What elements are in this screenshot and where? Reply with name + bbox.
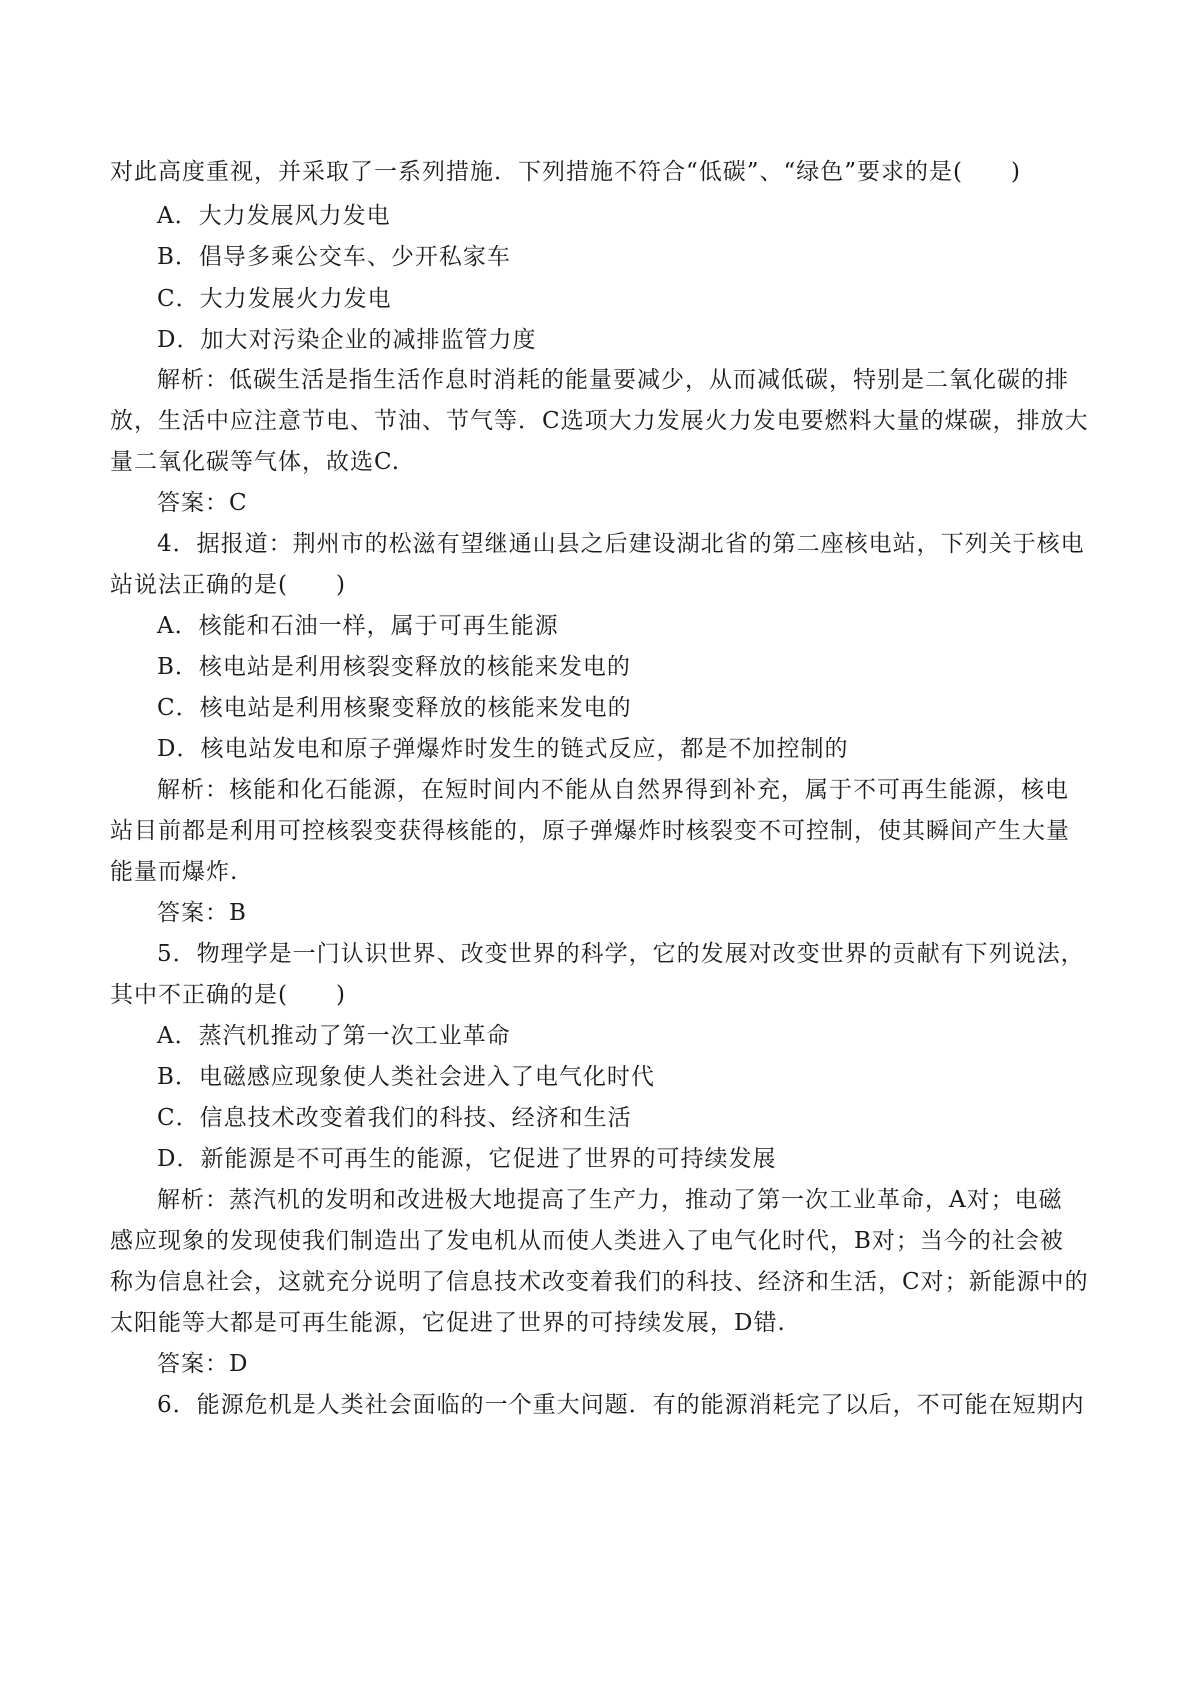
q5-option-c: C．信息技术改变着我们的科技、经济和生活 (157, 1105, 632, 1131)
q4-option-c: C．核电站是利用核聚变释放的核能来发电的 (157, 695, 632, 721)
q4-analysis-line: 站目前都是利用可控核裂变获得核能的，原子弹爆炸时核裂变不可控制，使其瞬间产生大量 (110, 818, 1070, 844)
q3-stem: 对此高度重视，并采取了一系列措施．下列措施不符合“低碳”、“绿色”要求的是( ) (110, 159, 1021, 185)
q3-analysis-line: 放，生活中应注意节电、节油、节气等．C选项大力发展火力发电要燃料大量的煤碳，排放大 (110, 408, 1089, 434)
q5-stem: 5．物理学是一门认识世界、改变世界的科学，它的发展对改变世界的贡献有下列说法， (157, 941, 1085, 967)
q4-option-b: B．核电站是利用核裂变释放的核能来发电的 (157, 654, 631, 680)
q3-option-c: C．大力发展火力发电 (157, 286, 392, 312)
q5-option-d: D．新能源是不可再生的能源，它促进了世界的可持续发展 (157, 1146, 777, 1172)
q4-option-a: A．核能和石油一样，属于可再生能源 (157, 613, 559, 639)
q4-analysis-line: 解析：核能和化石能源，在短时间内不能从自然界得到补充，属于不可再生能源，核电 (157, 777, 1069, 803)
q5-analysis-line: 感应现象的发现使我们制造出了发电机从而使人类进入了电气化时代，B对；当今的社会被 (110, 1228, 1064, 1254)
q6-stem: 6．能源危机是人类社会面临的一个重大问题．有的能源消耗完了以后，不可能在短期内 (157, 1392, 1085, 1418)
q4-stem: 4．据报道：荆州市的松滋有望继通山县之后建设湖北省的第二座核电站，下列关于核电 (157, 531, 1085, 557)
q4-option-d: D．核电站发电和原子弹爆炸时发生的链式反应，都是不加控制的 (157, 736, 849, 762)
q4-analysis-line: 能量而爆炸. (110, 859, 239, 885)
q3-option-d: D．加大对污染企业的减排监管力度 (157, 327, 537, 353)
q5-analysis-line: 太阳能等大都是可再生能源，它促进了世界的可持续发展，D错. (110, 1310, 786, 1336)
q3-answer: 答案：C (157, 490, 248, 516)
q4-answer: 答案：B (157, 900, 247, 926)
q5-option-b: B．电磁感应现象使人类社会进入了电气化时代 (157, 1064, 655, 1090)
q5-option-a: A．蒸汽机推动了第一次工业革命 (157, 1023, 511, 1049)
q5-stem: 其中不正确的是( ) (110, 982, 346, 1008)
q3-analysis-line: 解析：低碳生活是指生活作息时消耗的能量要减少，从而减低碳，特别是二氧化碳的排 (157, 367, 1069, 393)
q5-answer: 答案：D (157, 1351, 249, 1377)
q3-option-b: B．倡导多乘公交车、少开私家车 (157, 244, 511, 270)
q5-analysis-line: 解析：蒸汽机的发明和改进极大地提高了生产力，推动了第一次工业革命，A对；电磁 (157, 1187, 1063, 1213)
q3-option-a: A．大力发展风力发电 (157, 203, 391, 229)
q5-analysis-line: 称为信息社会，这就充分说明了信息技术改变着我们的科技、经济和生活，C对；新能源中的 (110, 1269, 1089, 1295)
q4-stem: 站说法正确的是( ) (110, 572, 346, 598)
q3-analysis-line: 量二氧化碳等气体，故选C. (110, 449, 401, 475)
